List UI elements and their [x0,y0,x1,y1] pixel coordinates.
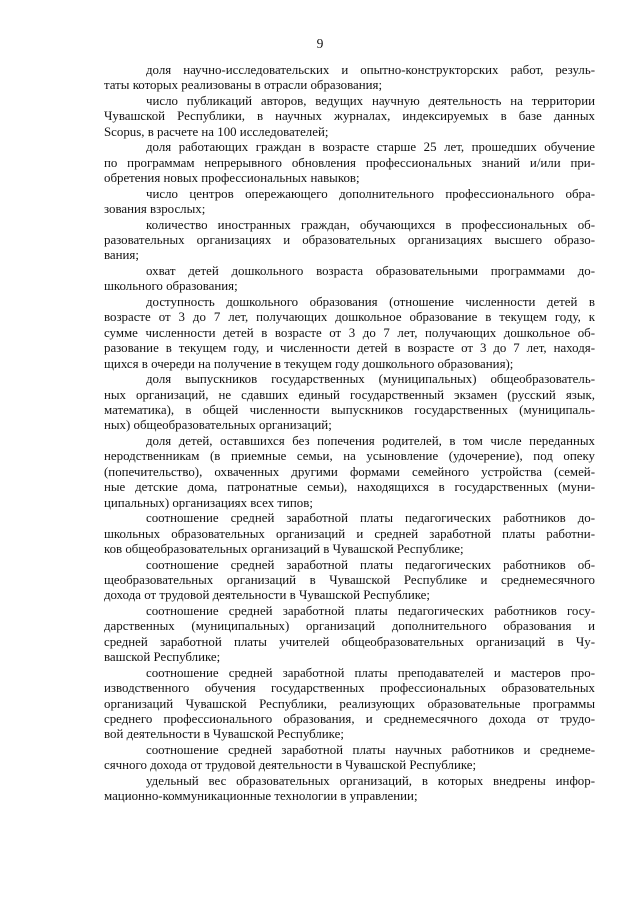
paragraph [104,187,595,218]
text-line: неродственникам (в приемные семьи, на усыновление (удочерение), под опеку [104,449,595,464]
text-line: вания; [104,248,139,263]
paragraph [104,666,595,743]
text-line: ные детские дома, патронатные семьи), находящихся в государственных (муни- [104,480,595,495]
text-line: число центров опережающего дополнительного профессионального обра- [146,186,595,201]
text-line: вой деятельности в Чувашской Республике; [104,727,344,742]
text-line: зования взрослых; [104,202,206,217]
text-line: возрасте от 3 до 7 лет, получающих дошкольное образование в текущем году, к [104,310,595,325]
text-line: Чувашской Республики, в научных журналах, индексируемых в базе данных [104,109,595,124]
paragraph [104,140,595,186]
text-line: (попечительство), охваченных другими формами семейного устройства (семей- [104,464,595,479]
text-line: обретения новых профессиональных навыков; [104,171,360,186]
paragraph [104,604,595,666]
text-line: удельный вес образовательных организаций, в которых внедрены инфор- [146,773,595,788]
text-line: таты которых реализованы в отрасли образования; [104,78,383,93]
text-line: доля работающих граждан в возрасте старше 25 лет, прошедших обучение [146,140,595,155]
text-line: соотношение средней заработной платы педагогических работников госу- [146,603,595,618]
text-line: организаций Чувашской Республики, реализующих образовательные программы [104,696,595,711]
text-line: щихся в очереди на получение в текущем году дошкольного образования); [104,356,514,371]
text-line: школьных образовательных организаций и средней заработной платы работни- [104,526,595,541]
paragraph [104,372,595,434]
text-line: дохода от трудовой деятельности в Чувашской Республике; [104,588,430,603]
text-line: доступность дошкольного образования (отношение численности детей в [146,294,595,309]
text-line: сумме численности детей в возрасте от 3 до 7 лет, получающих дошкольное об- [104,325,595,340]
paragraph [104,434,595,511]
paragraph [104,743,595,774]
paragraph [104,63,595,94]
text-line: число публикаций авторов, ведущих научную деятельность на территории [146,93,595,108]
text-line: математика), в общей численности выпускников государственных (муниципаль- [104,402,595,417]
text-line: вашской Республике; [104,650,221,665]
text-line: изводственного обучения государственных профессиональных образовательных [104,681,595,696]
text-line: соотношение средней заработной платы педагогических работников об- [146,557,595,572]
text-line: доля детей, оставшихся без попечения родителей, в том числе переданных [146,433,595,448]
text-line: охват детей дошкольного возраста образовательными программами до- [146,263,595,278]
text-line: разование в текущем году, и численности детей в возрасте от 3 до 7 лет, находя- [104,341,595,356]
text-line: ципальных) организациях всех типов; [104,495,313,510]
text-line: среднего профессионального образования, и среднемесячного дохода от трудо- [104,712,595,727]
paragraph [104,774,595,805]
text-line: средней заработной платы учителей общеобразовательных организаций в Чу- [104,634,595,649]
paragraph [104,558,595,604]
text-line: ков общеобразовательных организаций в Чувашской Республике; [104,542,464,557]
text-line: щеобразовательных организаций в Чувашской Республике и среднемесячного [104,572,595,587]
text-line: соотношение средней заработной платы педагогических работников до- [146,511,595,526]
text-line: доля научно-исследовательских и опытно-конструкторских работ, резуль- [146,63,595,77]
text-line: Scopus, в расчете на 100 исследователей; [104,124,329,139]
text-line: ных организаций, не сдавших единый государственный экзамен (русский язык, [104,387,595,402]
document-body [104,63,595,805]
text-line: доля выпускников государственных (муниципальных) общеобразователь- [146,372,595,387]
text-line: соотношение средней заработной платы преподавателей и мастеров про- [146,665,595,680]
text-line: мационно-коммуникационные технологии в управлении; [104,789,418,804]
text-line: ных) общеобразовательных организаций; [104,418,332,433]
text-line: сячного дохода от трудовой деятельности в Чувашской Республике; [104,758,477,773]
text-line: по программам непрерывного обновления профессиональных знаний и/или при- [104,155,595,170]
text-line: дарственных (муниципальных) организаций дополнительного образования и [104,619,595,634]
text-line: соотношение средней заработной платы научных работников и среднеме- [146,742,595,757]
paragraph [104,295,595,372]
paragraph [104,94,595,140]
text-line: количество иностранных граждан, обучающихся в профессиональных об- [146,217,595,232]
page-number: 9 [316,36,324,51]
paragraph [104,264,595,295]
paragraph [104,511,595,557]
paragraph [104,218,595,264]
text-line: школьного образования; [104,279,238,294]
text-line: разовательных организациях и образовательных организациях высшего образо- [104,232,595,247]
